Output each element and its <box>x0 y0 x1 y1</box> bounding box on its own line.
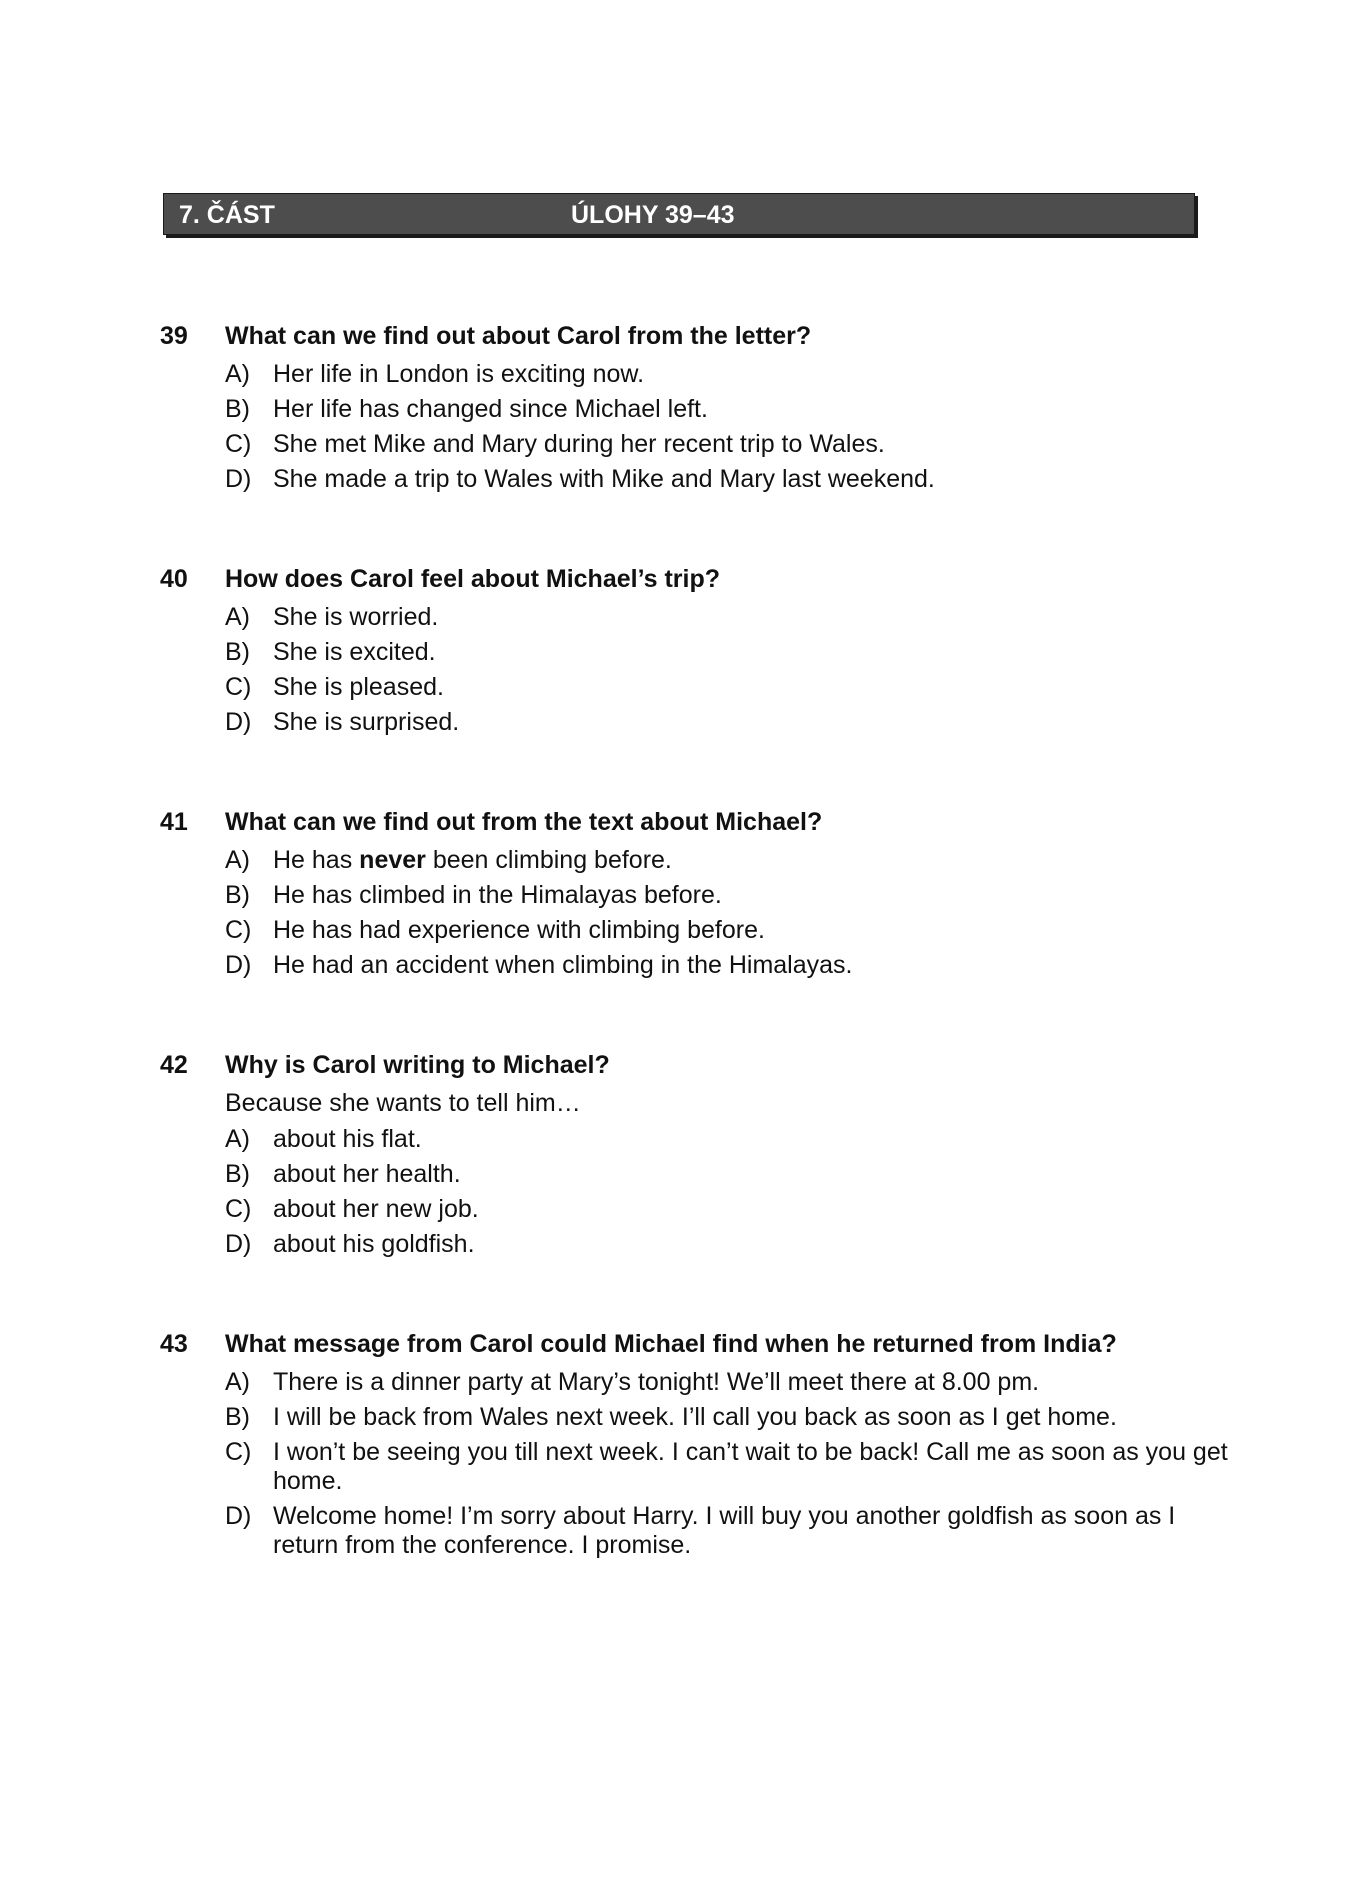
option-letter: D) <box>225 1502 252 1530</box>
option-b[interactable] <box>225 638 1200 667</box>
option-text: There is a dinner party at Mary’s tonight! We’ll meet there at 8.00 pm. <box>273 1368 1040 1396</box>
option-letter: C) <box>225 673 252 701</box>
option-a[interactable] <box>225 603 1200 632</box>
question-number: 43 <box>160 1330 188 1358</box>
option-b[interactable] <box>225 395 1200 424</box>
option-b[interactable] <box>225 1160 1200 1189</box>
question-text: What message from Carol could Michael find when he returned from India? <box>225 1330 1117 1358</box>
option-d[interactable] <box>225 951 1200 980</box>
option-letter: A) <box>225 1368 250 1396</box>
option-c[interactable] <box>225 916 1200 945</box>
question-text: What can we find out from the text about Michael? <box>225 808 823 836</box>
option-list <box>160 1368 1228 1560</box>
option-text: She is pleased. <box>273 673 444 701</box>
option-a[interactable] <box>225 846 1200 875</box>
question-text: What can we find out about Carol from the letter? <box>225 322 812 350</box>
option-text <box>273 846 1033 875</box>
option-text: I will be back from Wales next week. I’ll call you back as soon as I get home. <box>273 1403 1117 1431</box>
question-39 <box>160 322 1200 500</box>
option-text: Welcome home! I’m sorry about Harry. I will buy you another goldfish as soon as I return from the conference. I promise. <box>273 1502 1176 1559</box>
option-text: about her health. <box>273 1160 461 1188</box>
option-text: She met Mike and Mary during her recent trip to Wales. <box>273 430 885 458</box>
option-text-emphasis: never <box>359 846 426 874</box>
option-d[interactable] <box>225 465 1200 494</box>
option-letter: C) <box>225 1195 252 1223</box>
option-letter: A) <box>225 603 250 631</box>
option-text-after: been climbing before. <box>425 846 672 874</box>
option-letter: B) <box>225 638 250 666</box>
section-header-bar <box>163 193 1195 235</box>
option-text: Her life in London is exciting now. <box>273 360 645 388</box>
option-list <box>160 846 1200 980</box>
option-d[interactable] <box>225 1230 1200 1259</box>
option-text: She is surprised. <box>273 708 460 736</box>
option-d[interactable] <box>225 1502 1200 1560</box>
option-d[interactable] <box>225 708 1200 737</box>
option-letter: B) <box>225 1403 250 1431</box>
question-41 <box>160 808 1200 986</box>
option-letter: D) <box>225 951 252 979</box>
section-tasks-label: ÚLOHY 39–43 <box>571 201 735 229</box>
option-letter: B) <box>225 1160 250 1188</box>
option-text: He had an accident when climbing in the Himalayas. <box>273 951 853 979</box>
option-letter: A) <box>225 360 250 388</box>
section-part-label: 7. ČÁST <box>179 201 275 229</box>
option-text: He has climbed in the Himalayas before. <box>273 881 722 909</box>
option-text: about her new job. <box>273 1195 479 1223</box>
option-text: She is worried. <box>273 603 439 631</box>
option-c[interactable] <box>225 1195 1200 1224</box>
option-a[interactable] <box>225 1125 1200 1154</box>
option-letter: C) <box>225 1438 252 1466</box>
question-number: 40 <box>160 565 188 593</box>
option-letter: B) <box>225 881 250 909</box>
option-letter: B) <box>225 395 250 423</box>
option-letter: D) <box>225 465 252 493</box>
option-text: about his flat. <box>273 1125 422 1153</box>
question-text: How does Carol feel about Michael’s trip? <box>225 565 720 593</box>
option-a[interactable] <box>225 1368 1200 1397</box>
question-intro: Because she wants to tell him… <box>225 1089 581 1117</box>
question-number: 39 <box>160 322 188 350</box>
question-text: Why is Carol writing to Michael? <box>225 1051 610 1079</box>
option-list <box>160 1125 1200 1259</box>
option-letter: A) <box>225 846 250 874</box>
option-b[interactable] <box>225 1403 1200 1432</box>
question-42 <box>160 1051 1200 1265</box>
option-c[interactable] <box>225 430 1200 459</box>
option-letter: D) <box>225 1230 252 1258</box>
option-b[interactable] <box>225 881 1200 910</box>
option-text: She is excited. <box>273 638 436 666</box>
option-letter: A) <box>225 1125 250 1153</box>
option-list <box>160 603 1200 737</box>
option-text: about his goldfish. <box>273 1230 475 1258</box>
option-text: Her life has changed since Michael left. <box>273 395 708 423</box>
option-text: He has had experience with climbing before. <box>273 916 765 944</box>
option-text: I won’t be seeing you till next week. I can’t wait to be back! Call me as soon as you get home. <box>273 1438 1228 1495</box>
question-43 <box>160 1330 1228 1566</box>
option-letter: C) <box>225 430 252 458</box>
option-list <box>160 360 1200 494</box>
option-a[interactable] <box>225 360 1200 389</box>
option-letter: C) <box>225 916 252 944</box>
option-c[interactable] <box>225 673 1200 702</box>
option-c[interactable] <box>225 1438 1228 1496</box>
option-letter: D) <box>225 708 252 736</box>
option-text: She made a trip to Wales with Mike and Mary last weekend. <box>273 465 935 493</box>
question-number: 41 <box>160 808 188 836</box>
option-text-before: He has <box>273 846 360 874</box>
question-40 <box>160 565 1200 743</box>
question-number: 42 <box>160 1051 188 1079</box>
